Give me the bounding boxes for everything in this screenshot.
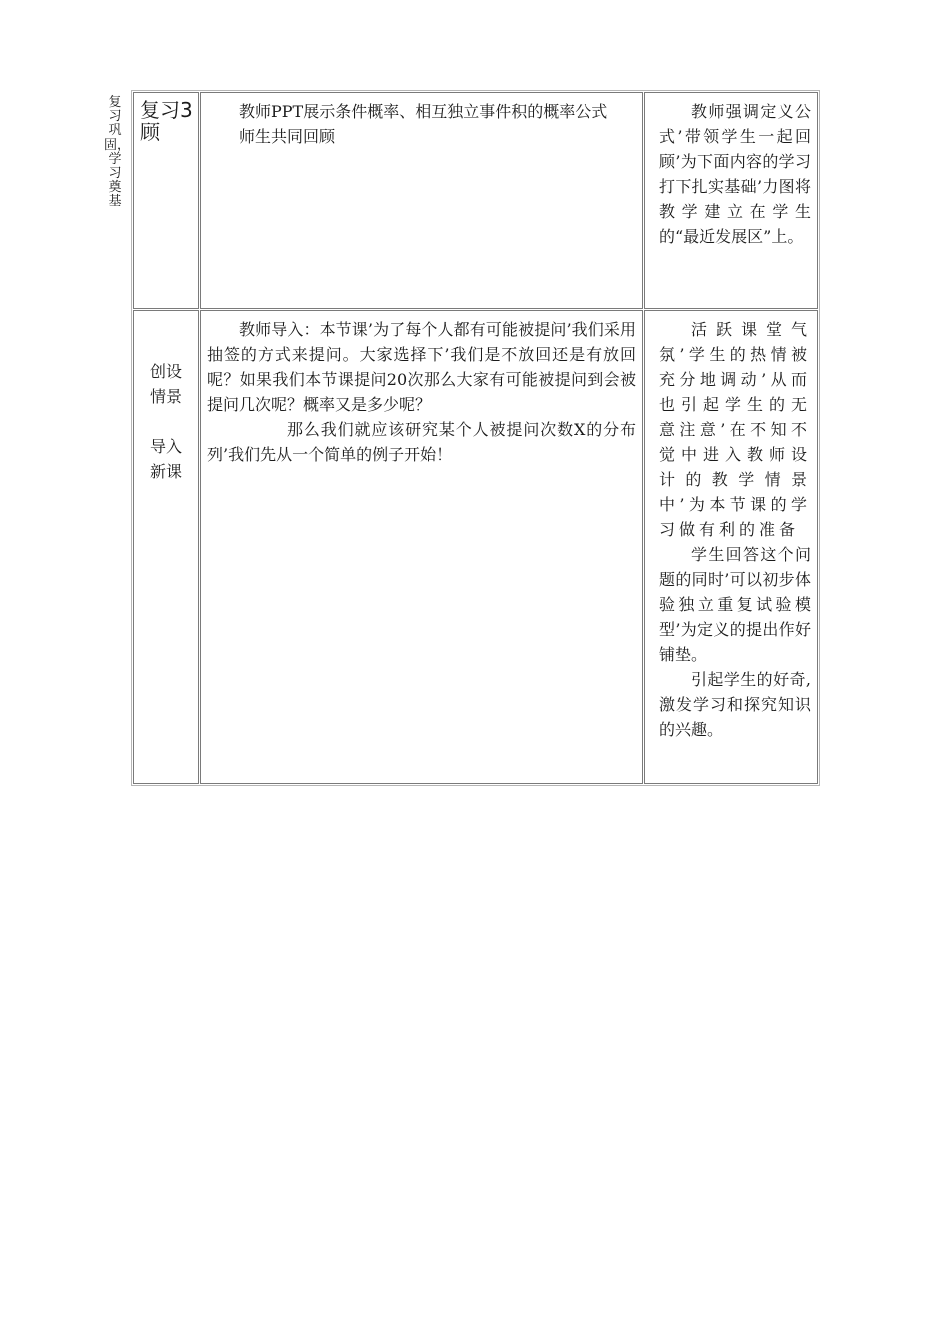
intent-cell <box>644 92 818 309</box>
intent-paragraph: 教师强调定义公式’带领学生一起回顾’为下面内容的学习打下扎实基础’力图将教学建立在学生的“最近发展区”上。 <box>659 102 811 246</box>
process-paragraph: 教师PPT展示条件概率、相互独立事件积的概率公式 <box>239 102 608 121</box>
intent-paragraph: 引起学生的好奇,激发学习和探究知识的兴趣。 <box>659 670 811 739</box>
process-cell <box>200 310 643 784</box>
intent-paragraph: 活跃课堂气氛’学生的热情被充分地调动’从而也引起学生的无意注意’在不知不觉中进入教师设计的教学情景中’为本节课的学习做有利的准备 <box>659 320 811 539</box>
section-side-label: 复习巩固，学习奠基 <box>104 95 131 210</box>
intent-paragraph: 学生回答这个问题的同时’可以初步体验独立重复试验模型’为定义的提出作好铺垫。 <box>659 545 811 664</box>
process-paragraph: 师生共同回顾 <box>239 127 336 146</box>
stage-label-line: 新课 <box>149 462 182 481</box>
stage-label-line: 导入 <box>149 437 182 456</box>
table-row <box>133 310 818 784</box>
process-cell <box>200 92 643 309</box>
stage-label: 复习3顾 <box>140 98 193 144</box>
table-row <box>133 92 818 309</box>
stage-label-line: 创设 <box>149 362 182 381</box>
stage-label-line: 情景 <box>149 387 182 406</box>
stage-cell <box>133 310 199 784</box>
process-paragraph: 那么我们就应该研究某个人被提问次数X的分布列’我们先从一个简单的例子开始！ <box>207 420 636 464</box>
stage-cell <box>133 92 199 309</box>
lesson-plan-table <box>131 90 820 786</box>
process-paragraph: 教师导入：本节课’为了每个人都有可能被提问’我们采用抽签的方式来提问。大家选择下’我们是不放回还是有放回呢？如果我们本节课提问20次那么大家有可能被提问到会被提问几次呢？概率又是多少呢？ <box>207 320 636 414</box>
intent-cell <box>644 310 818 784</box>
